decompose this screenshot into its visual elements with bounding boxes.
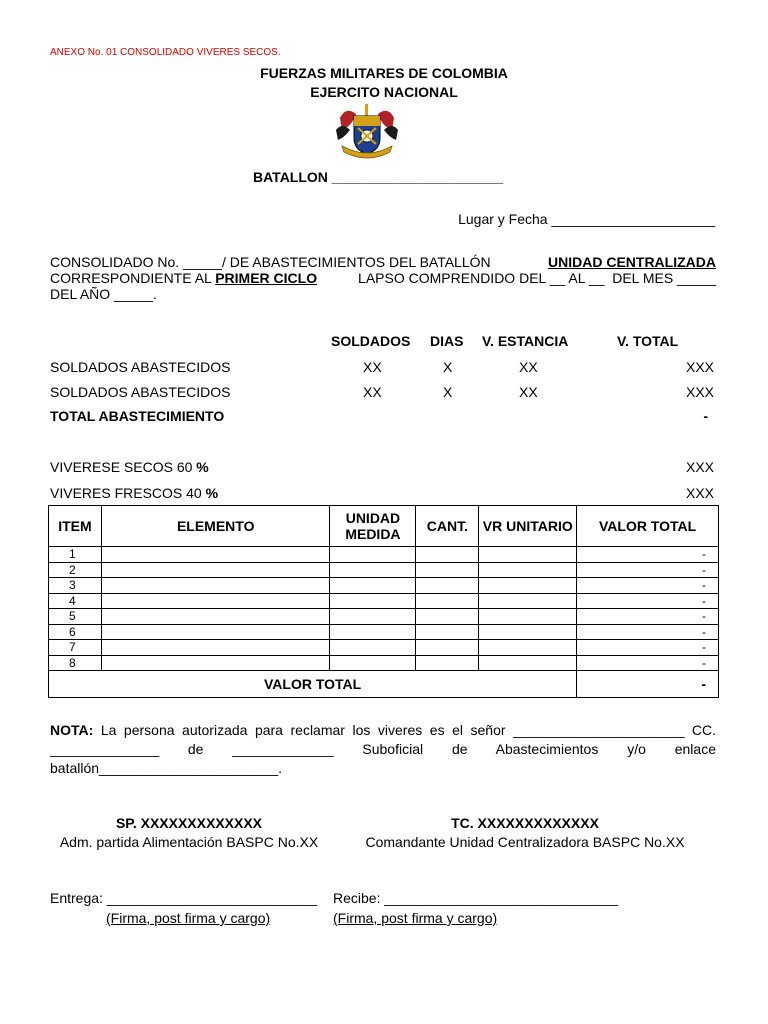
supply-row-dias: X [443,359,453,375]
header-unidad-medida: UNIDAD MEDIDA [330,506,416,547]
consolidado-paragraph [50,254,716,302]
army-coat-of-arms-icon [332,104,402,162]
viveres-secos-value: XXX [685,459,714,475]
supply-row-v-total: XXX [685,359,714,375]
signature-block-2 [355,815,695,850]
col-header-soldados: SOLDADOS [331,333,411,349]
supply-row-label: SOLDADOS ABASTECIDOS [50,359,231,375]
total-abastecimiento-value: - [703,408,708,424]
table-row: 5 - [49,609,719,625]
header-item: ITEM [49,506,102,547]
signature-block-1 [55,815,323,850]
supply-row-soldados: XX [363,384,382,400]
nota-paragraph [50,721,716,778]
place-date-line: Lugar y Fecha _____________________ [458,211,715,227]
viveres-secos-label: VIVERESE SECOS 60 % [50,459,209,475]
consolidado-line-2 [50,270,716,286]
consolidado-number-text: CONSOLIDADO No. _____/ DE ABASTECIMIENTOS DEL BATALLÓN [50,254,491,270]
org-subtitle: EJERCITO NACIONAL [310,84,458,100]
signature-role: Adm. partida Alimentación BASPC No.XX [59,834,319,850]
signature-role: Comandante Unidad Centralizadora BASPC No.XX [365,834,685,850]
nota-text: La persona autorizada para reclamar los viveres es el señor ______________________ CC. ______________ de _____________ Suboficial de Abastecimientos y/o enlace batallón_______________________. [50,722,716,776]
table-row: 2 - [49,562,719,578]
header-vr-unitario: VR UNITARIO [479,506,577,547]
total-abastecimiento-label: TOTAL ABASTECIMIENTO [50,408,225,424]
header-elemento: ELEMENTO [101,506,330,547]
batallon-line: BATALLON ______________________ [253,169,504,185]
supply-row-v-estancia: XX [519,384,538,400]
cycle-prefix: CORRESPONDIENTE AL [50,270,212,286]
table-row: 1 - [49,547,719,563]
supply-row-soldados: XX [363,359,382,375]
table-row: 6 - [49,624,719,640]
supply-row-v-total: XXX [685,384,714,400]
annex-label: ANEXO No. 01 CONSOLIDADO VIVERES SECOS. [50,47,281,58]
items-table [48,505,719,698]
signature-name: SP. XXXXXXXXXXXXX [115,815,263,831]
col-header-v-total: V. TOTAL [617,333,679,349]
viveres-frescos-value: XXX [685,485,714,501]
signature-name: TC. XXXXXXXXXXXXX [451,815,599,831]
header-cant: CANT. [416,506,479,547]
col-header-dias: DIAS [430,333,464,349]
items-table-header [49,506,719,547]
period-text: LAPSO COMPRENDIDO DEL __ AL __ DEL MES _____ [354,270,716,286]
year-line: DEL AÑO _____. [50,286,157,302]
supply-row-v-estancia: XX [519,359,538,375]
table-row: 7 - [49,640,719,656]
table-total-value: - [577,671,719,698]
viveres-frescos-label: VIVERES FRESCOS 40 % [50,485,219,501]
cycle-name: PRIMER CICLO [215,270,318,286]
supply-row-label: SOLDADOS ABASTECIDOS [50,384,231,400]
recibe-line: Recibe: ______________________________ [333,890,618,906]
entrega-line: Entrega: ___________________________ [50,890,318,906]
table-row: 3 - [49,578,719,594]
table-total-label: VALOR TOTAL [49,671,577,698]
table-row: 4 - [49,593,719,609]
supply-row-dias: X [443,384,453,400]
nota-label: NOTA: [50,722,94,738]
firma-entrega-caption: (Firma, post firma y cargo) [106,910,271,926]
unit-name: UNIDAD CENTRALIZADA [548,254,716,270]
col-header-v-estancia: V. ESTANCIA [482,333,569,349]
consolidado-line-1 [50,254,716,270]
org-title: FUERZAS MILITARES DE COLOMBIA [260,65,508,81]
header-valor-total: VALOR TOTAL [577,506,719,547]
table-row: 8 - [49,655,719,671]
table-total-row [49,671,719,698]
firma-recibe-caption: (Firma, post firma y cargo) [333,910,498,926]
